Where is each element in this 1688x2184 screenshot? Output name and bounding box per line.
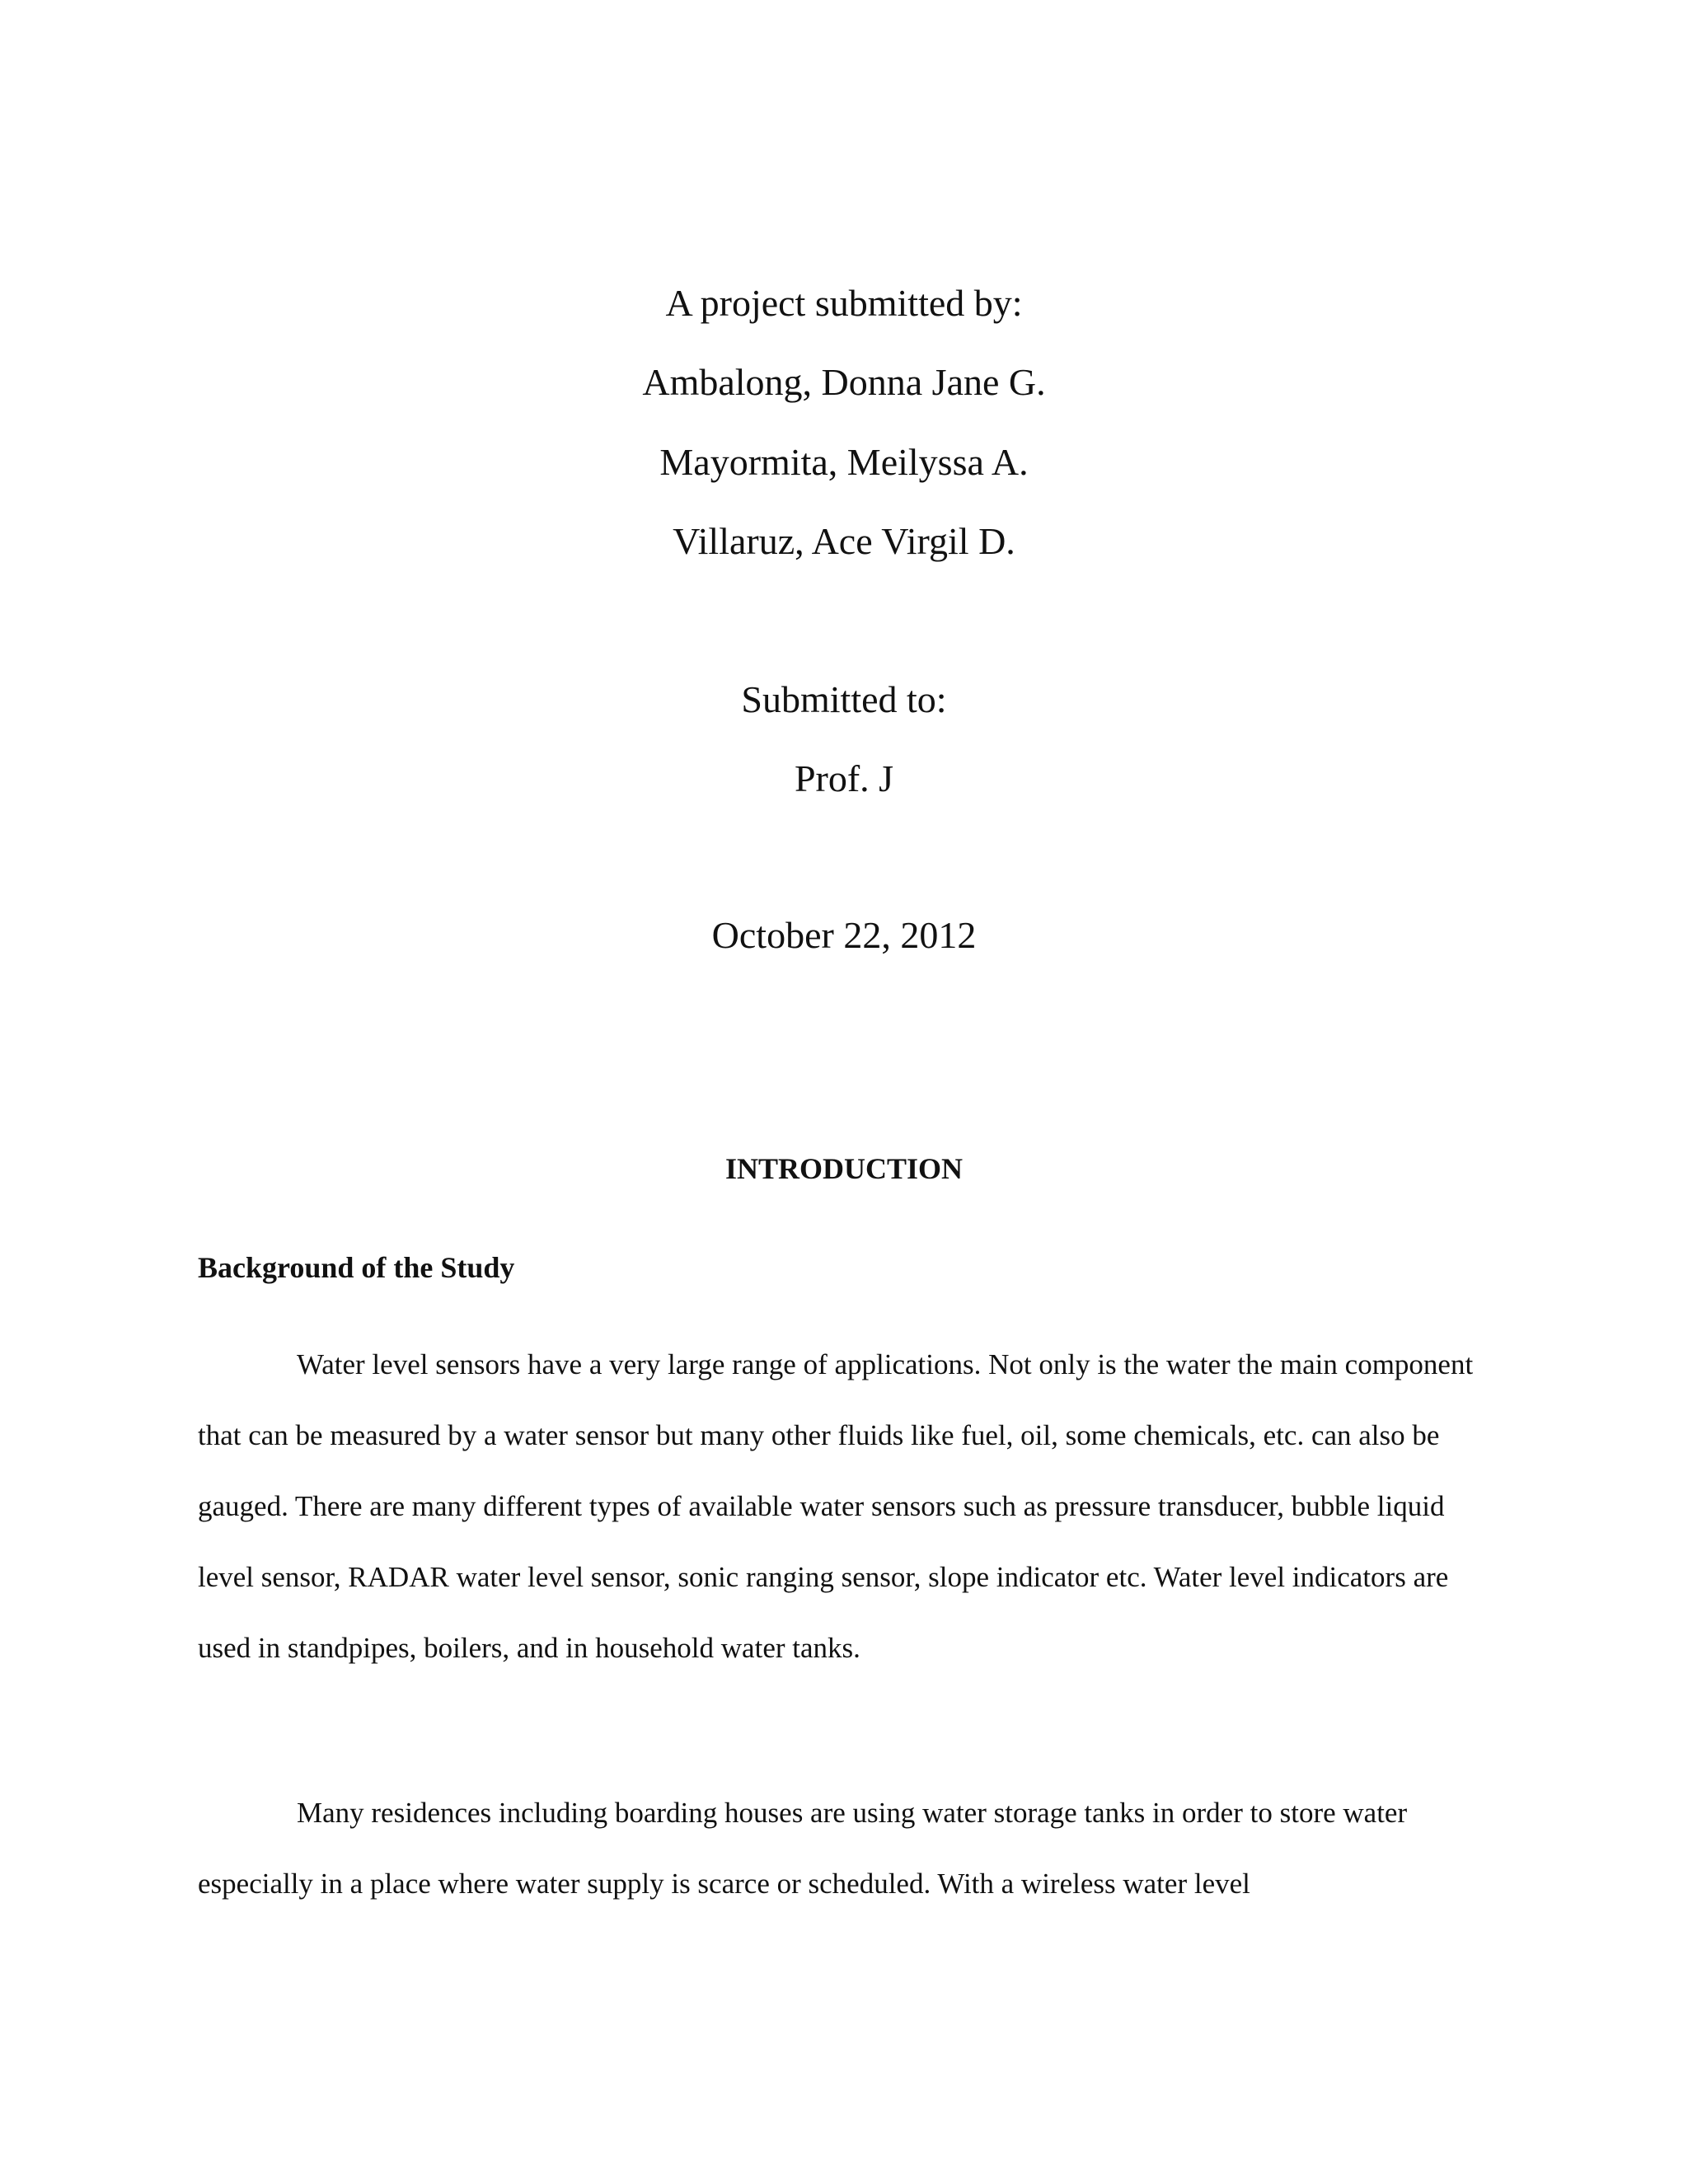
submission-date: October 22, 2012	[711, 914, 977, 956]
background-section-heading: Background of the Study	[198, 1251, 515, 1284]
professor-name: Prof. J	[794, 757, 894, 799]
introduction-heading: INTRODUCTION	[724, 1152, 964, 1185]
body-paragraph: Many residences including boarding houses are using water storage tanks in order to store water especially in a place where water supply is scarce or scheduled. With a wireless water level	[198, 1797, 1408, 1900]
author-name: Mayormita, Meilyssa A.	[659, 441, 1029, 483]
author-name: Ambalong, Donna Jane G.	[642, 361, 1046, 403]
body-paragraph: Water level sensors have a very large range of applications. Not only is the water the main component that can be measured by a water sensor but many other fluids like fuel, oil, some chemicals, etc. can also be gauged. There are many different types of available water sensors such as pressure transducer, bubble liquid level sensor, RADAR water level sensor, sonic ranging sensor, slope indicator etc. Water level indicators are used in standpipes, boilers, and in household water tanks.	[198, 1348, 1474, 1664]
submitted-to-label: Submitted to:	[741, 678, 947, 720]
submitted-by-label: A project submitted by:	[665, 282, 1023, 324]
author-name: Villaruz, Ace Virgil D.	[673, 520, 1015, 562]
